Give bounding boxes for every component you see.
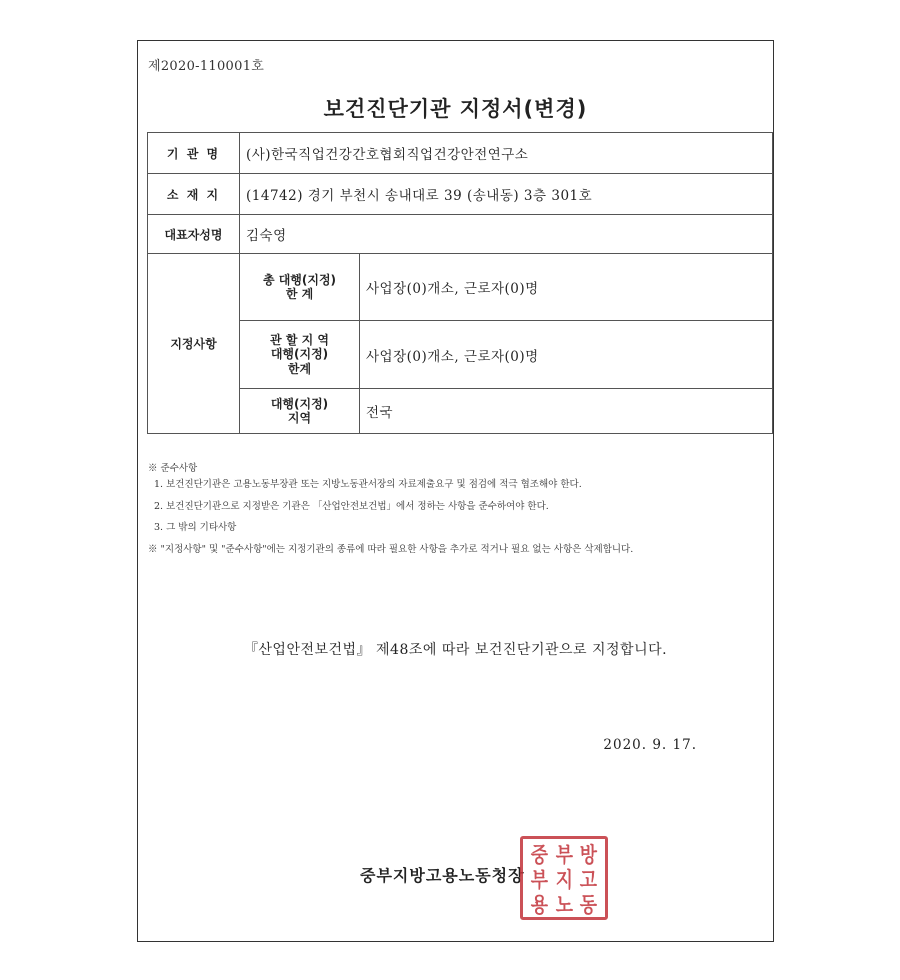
address-label: 소 재 지 (148, 174, 240, 215)
seal-char: 방 (580, 843, 598, 867)
seal-char: 고 (580, 868, 598, 892)
designation-statement: 『산업안전보건법』 제48조에 따라 보건진단기관으로 지정합니다. (243, 642, 668, 658)
notes-footnote: ※ "지정사항" 및 "준수사항"에는 지정기관의 종류에 따라 필요한 사항을 추가로 적거나 필요 없는 사항은 삭제합니다. (148, 544, 634, 556)
org-name-value: (사)한국직업건강간호협회직업건강안전연구소 (240, 133, 773, 174)
table-row (148, 133, 773, 174)
info-table (147, 132, 773, 434)
official-seal (520, 836, 608, 920)
total-limit-label: 총 대행(지정) 한 계 (240, 254, 360, 321)
seal-char: 지 (555, 868, 573, 892)
region-label: 대행(지정) 지역 (240, 389, 360, 434)
jurisdiction-limit-value: 사업장(0)개소, 근로자(0)명 (360, 321, 773, 389)
table-row (148, 215, 773, 254)
issue-date: 2020. 9. 17. (603, 737, 697, 753)
seal-char: 중 (530, 843, 548, 867)
note-item-3: 3. 그 밖의 기타사항 (154, 522, 237, 534)
seal-characters (527, 843, 601, 917)
org-name-label: 기 관 명 (148, 133, 240, 174)
rep-value: 김숙영 (240, 215, 773, 254)
compliance-notes (148, 463, 760, 557)
table-row (148, 174, 773, 215)
notes-heading: ※ 준수사항 (148, 463, 198, 474)
seal-char: 부 (555, 843, 573, 867)
total-limit-value: 사업장(0)개소, 근로자(0)명 (360, 254, 773, 321)
address-value: (14742) 경기 부천시 송내대로 39 (송내동) 3층 301호 (240, 174, 773, 215)
seal-char: 부 (530, 868, 548, 892)
table-row (148, 389, 773, 434)
rep-label: 대표자성명 (148, 215, 240, 254)
seal-char: 동 (580, 893, 598, 917)
issuer-name: 중부지방고용노동청장 (360, 866, 525, 885)
document-number: 제2020-110001호 (148, 59, 265, 74)
table-row (148, 254, 773, 321)
note-item-2: 2. 보건진단기관으로 지정받은 기관은 「산업안전보건법」에서 정하는 사항을 준수하여야 한다. (154, 500, 549, 512)
table-row (148, 321, 773, 389)
jurisdiction-limit-label: 관 할 지 역 대행(지정) 한계 (240, 321, 360, 389)
note-item-1: 1. 보건진단기관은 고용노동부장관 또는 지방노동관서장의 자료제출요구 및 점검에 적극 협조해야 한다. (154, 478, 582, 490)
certificate-page (137, 40, 774, 942)
region-value: 전국 (360, 389, 773, 434)
designation-label: 지정사항 (148, 254, 240, 434)
seal-char: 용 (530, 893, 548, 917)
document-title: 보건진단기관 지정서(변경) (323, 97, 588, 121)
seal-char: 노 (555, 893, 573, 917)
